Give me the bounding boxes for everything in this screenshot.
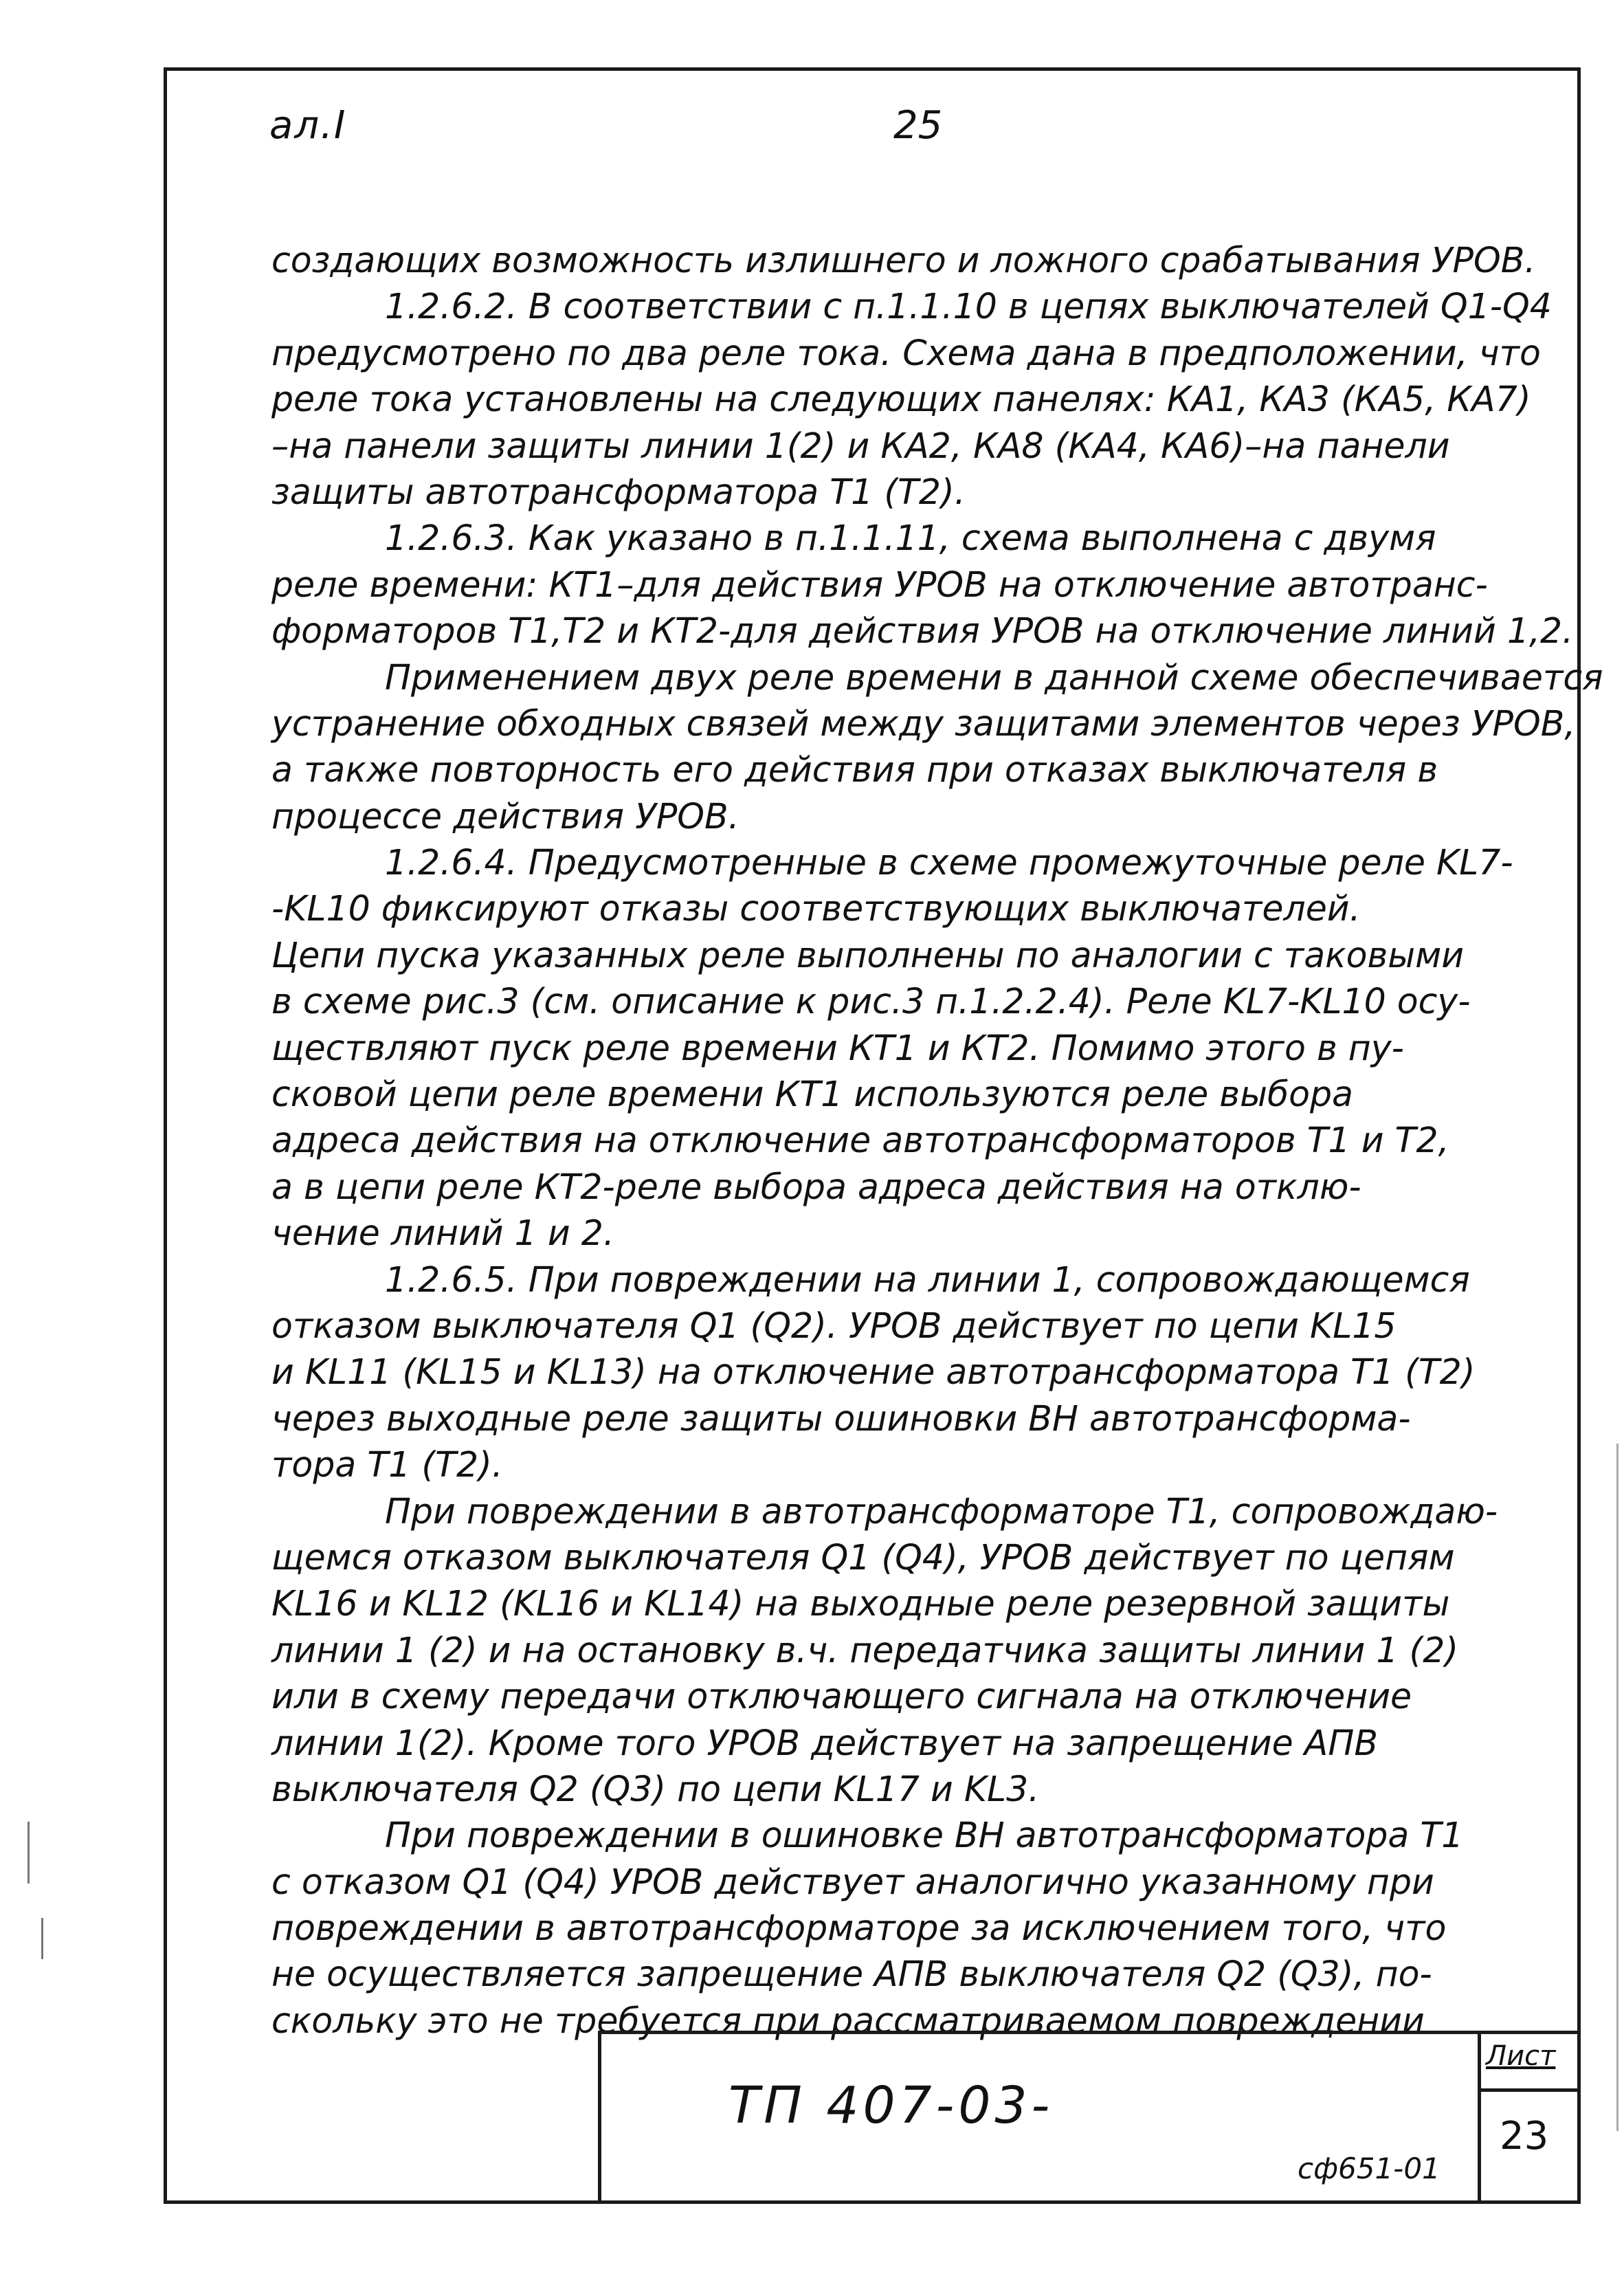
scan-artifact — [27, 1822, 30, 1884]
text-line: с отказом Q1 (Q4) УРОВ действует аналогично указанному при — [271, 1861, 1434, 1902]
text-line: линии 1 (2) и на остановку в.ч. передатчика защиты линии 1 (2) — [271, 1629, 1459, 1670]
scan-artifact — [41, 1918, 43, 1959]
text-line: защиты автотрансформатора Т1 (Т2). — [271, 471, 966, 512]
text-line: –на панели защиты линии 1(2) и КА2, КА8 (КА4, КА6)–на панели — [271, 425, 1450, 466]
album-label: ал.I — [269, 103, 347, 148]
text-line: отказом выключателя Q1 (Q2). УРОВ действует по цепи KL15 — [271, 1305, 1397, 1346]
page-number: 25 — [893, 103, 943, 148]
text-line: адреса действия на отключение автотрансформаторов Т1 и Т2, — [271, 1120, 1449, 1161]
text-line: скольку это не требуется при рассматриваемом повреждении — [271, 2000, 1425, 2041]
text-line: выключателя Q2 (Q3) по цепи KL17 и KL3. — [271, 1768, 1040, 1809]
text-line: 1.2.6.3. Как указано в п.1.1.11, схема выполнена с двумя — [385, 518, 1436, 559]
text-line: KL16 и KL12 (KL16 и KL14) на выходные реле резервной защиты — [271, 1583, 1450, 1624]
text-line: тора Т1 (Т2). — [271, 1444, 503, 1486]
text-line: или в схему передачи отключающего сигнала на отключение — [271, 1676, 1412, 1717]
text-line: Применением двух реле времени в данной схеме обеспечивается — [385, 656, 1603, 698]
text-line: линии 1(2). Кроме того УРОВ действует на запрещение АПВ — [271, 1722, 1378, 1763]
text-line: создающих возможность излишнего и ложного срабатывания УРОВ. — [271, 240, 1536, 280]
text-line: ществляют пуск реле времени КТ1 и КТ2. Помимо этого в пу- — [271, 1027, 1404, 1068]
text-line: в схеме рис.3 (см. описание к рис.3 п.1.2.2.4). Реле KL7-KL10 осу- — [271, 981, 1471, 1022]
text-line: а также повторность его действия при отказах выключателя в — [271, 749, 1438, 791]
document-code: ТП 407-03- — [728, 2076, 1054, 2135]
text-line: Цепи пуска указанных реле выполнены по аналогии с таковыми — [271, 934, 1465, 975]
text-line: -KL10 фиксируют отказы соответствующих выключателей. — [271, 888, 1361, 929]
sheet-separator — [1478, 2088, 1581, 2092]
text-line: При повреждении в ошиновке ВН автотрансформатора Т1 — [385, 1815, 1464, 1856]
text-line: чение линий 1 и 2. — [271, 1213, 614, 1254]
sheet-number: 23 — [1500, 2114, 1549, 2159]
document-subcode: сф651-01 — [1298, 2152, 1441, 2185]
sheet-label: Лист — [1486, 2040, 1556, 2072]
text-line: форматоров Т1,Т2 и КТ2-для действия УРОВ на отключение линий 1,2. — [271, 610, 1574, 652]
text-line: предусмотрено по два реле тока. Схема дана в предположении, что — [271, 332, 1541, 373]
scan-artifact — [1616, 1444, 1619, 2131]
text-line: реле времени: КТ1–для действия УРОВ на отключение автотранс- — [271, 564, 1488, 605]
text-line: и KL11 (KL15 и KL13) на отключение автотрансформатора Т1 (Т2) — [271, 1351, 1476, 1393]
text-line: устранение обходных связей между защитами элементов через УРОВ, — [271, 703, 1576, 744]
text-line: 1.2.6.5. При повреждении на линии 1, сопровождающемся — [385, 1259, 1470, 1300]
text-line: При повреждении в автотрансформаторе Т1, сопровождаю- — [385, 1490, 1498, 1532]
text-line: 1.2.6.2. В соответствии с п.1.1.10 в цепях выключателей Q1-Q4 — [385, 286, 1552, 327]
text-line: реле тока установлены на следующих панелях: КА1, КА3 (КА5, КА7) — [271, 379, 1531, 420]
document-body — [271, 237, 1603, 2044]
text-line: через выходные реле защиты ошиновки ВН автотрансформа- — [271, 1398, 1411, 1439]
text-line: 1.2.6.4. Предусмотренные в схеме промежуточные реле KL7- — [385, 842, 1513, 883]
text-line: щемся отказом выключателя Q1 (Q4), УРОВ действует по цепям — [271, 1536, 1455, 1578]
text-line: повреждении в автотрансформаторе за исключением того, что — [271, 1908, 1447, 1949]
text-line: сковой цепи реле времени КТ1 используются реле выбора — [271, 1074, 1353, 1115]
text-line: не осуществляется запрещение АПВ выключателя Q2 (Q3), по- — [271, 1954, 1432, 1995]
text-line: а в цепи реле КТ2-реле выбора адреса действия на отклю- — [271, 1166, 1361, 1207]
text-line: процессе действия УРОВ. — [271, 795, 739, 837]
